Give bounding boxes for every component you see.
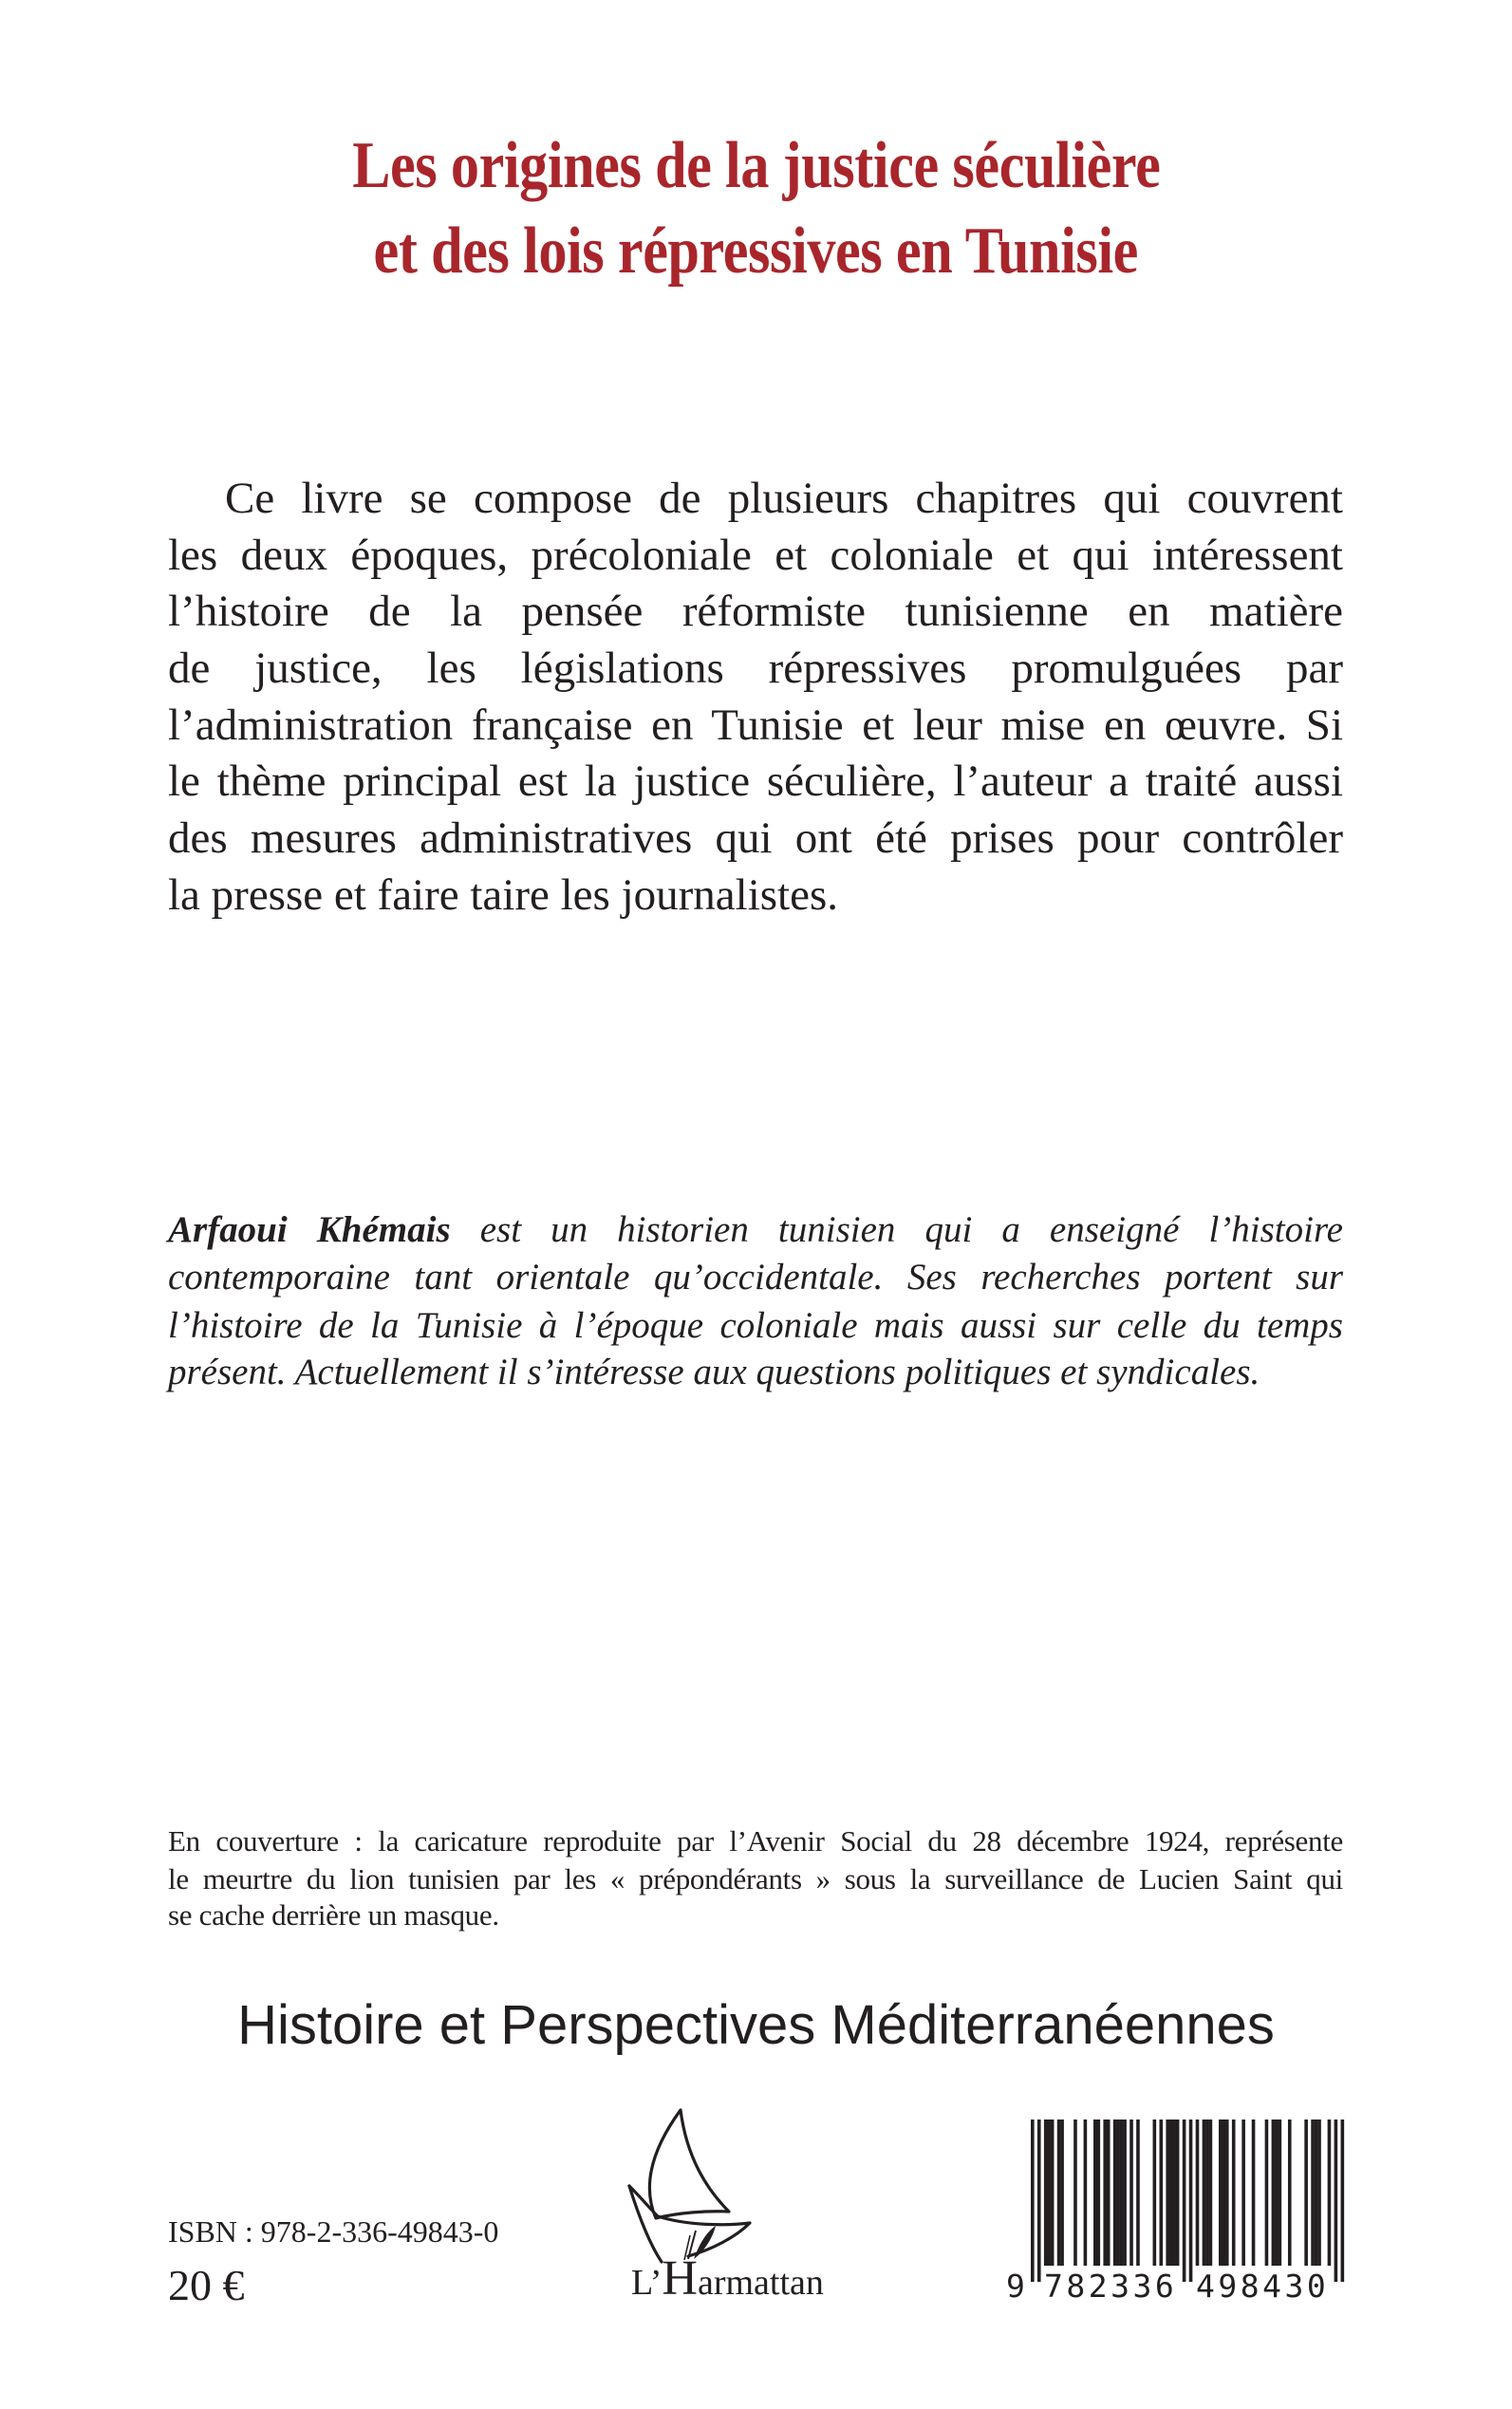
title-text-1: Les origines de la justice séculière <box>351 129 1161 202</box>
summary-line: les deux époques, précoloniale et coloniale et qui intéressent <box>168 531 1343 580</box>
caption-line: se cache derrière un masque. <box>168 1898 499 1932</box>
publisher-name-rest: armattan <box>697 2263 824 2303</box>
title-text-2: et des lois répressives en Tunisie <box>373 215 1139 288</box>
title-line-2 <box>0 215 1512 288</box>
bio-line: présent. Actuellement il s’intéresse aux questions politiques et syndicales. <box>168 1352 1260 1392</box>
barcode-left-digits: 782336 <box>1044 2268 1178 2305</box>
title-line-1 <box>0 129 1512 202</box>
summary-line: l’histoire de la pensée réformiste tunisienne en matière <box>168 587 1343 636</box>
barcode-first-digit: 9 <box>1006 2268 1025 2305</box>
summary-line: de justice, les législations répressives promulguées par <box>168 644 1343 693</box>
bio-line: l’histoire de la Tunisie à l’époque coloniale mais aussi sur celle du temps <box>168 1305 1343 1346</box>
summary-line: l’administration française en Tunisie et leur mise en œuvre. Si <box>168 700 1343 750</box>
price: 20 € <box>168 2261 245 2309</box>
bio-line <box>168 1211 1343 1248</box>
isbn: ISBN : 978-2-336-49843-0 <box>168 2214 499 2249</box>
series-title: Histoire et Perspectives Méditerranéennes <box>237 1994 1275 2056</box>
publisher-logo <box>622 2102 824 2306</box>
bio-text: est un historien tunisien qui a enseigné l’histoire <box>450 1209 1343 1250</box>
author-name: Arfaoui Khémais <box>168 1209 451 1250</box>
publisher-name-prefix: L’ <box>631 2263 663 2303</box>
publisher-name-h: H <box>662 2251 698 2306</box>
summary-line: la presse et faire taire les journalistes. <box>168 870 839 920</box>
publisher-name <box>631 2251 824 2306</box>
summary-line: Ce livre se compose de plusieurs chapitres qui couvrent <box>225 474 1343 523</box>
caption-line: le meurtre du lion tunisien par les « prépondérants » sous la surveillance de Lucien Saint qui <box>168 1862 1343 1895</box>
barcode-right-digits: 498430 <box>1196 2268 1330 2305</box>
bio-line: contemporaine tant orientale qu’occidentale. Ses recherches portent sur <box>168 1257 1343 1298</box>
summary-line: des mesures administratives qui ont été prises pour contrôler <box>168 813 1343 863</box>
caption-line: En couverture : la caricature reproduite par l’Avenir Social du 28 décembre 1924, représente <box>168 1824 1343 1858</box>
summary-line: le thème principal est la justice séculière, l’auteur a traité aussi <box>168 756 1343 806</box>
